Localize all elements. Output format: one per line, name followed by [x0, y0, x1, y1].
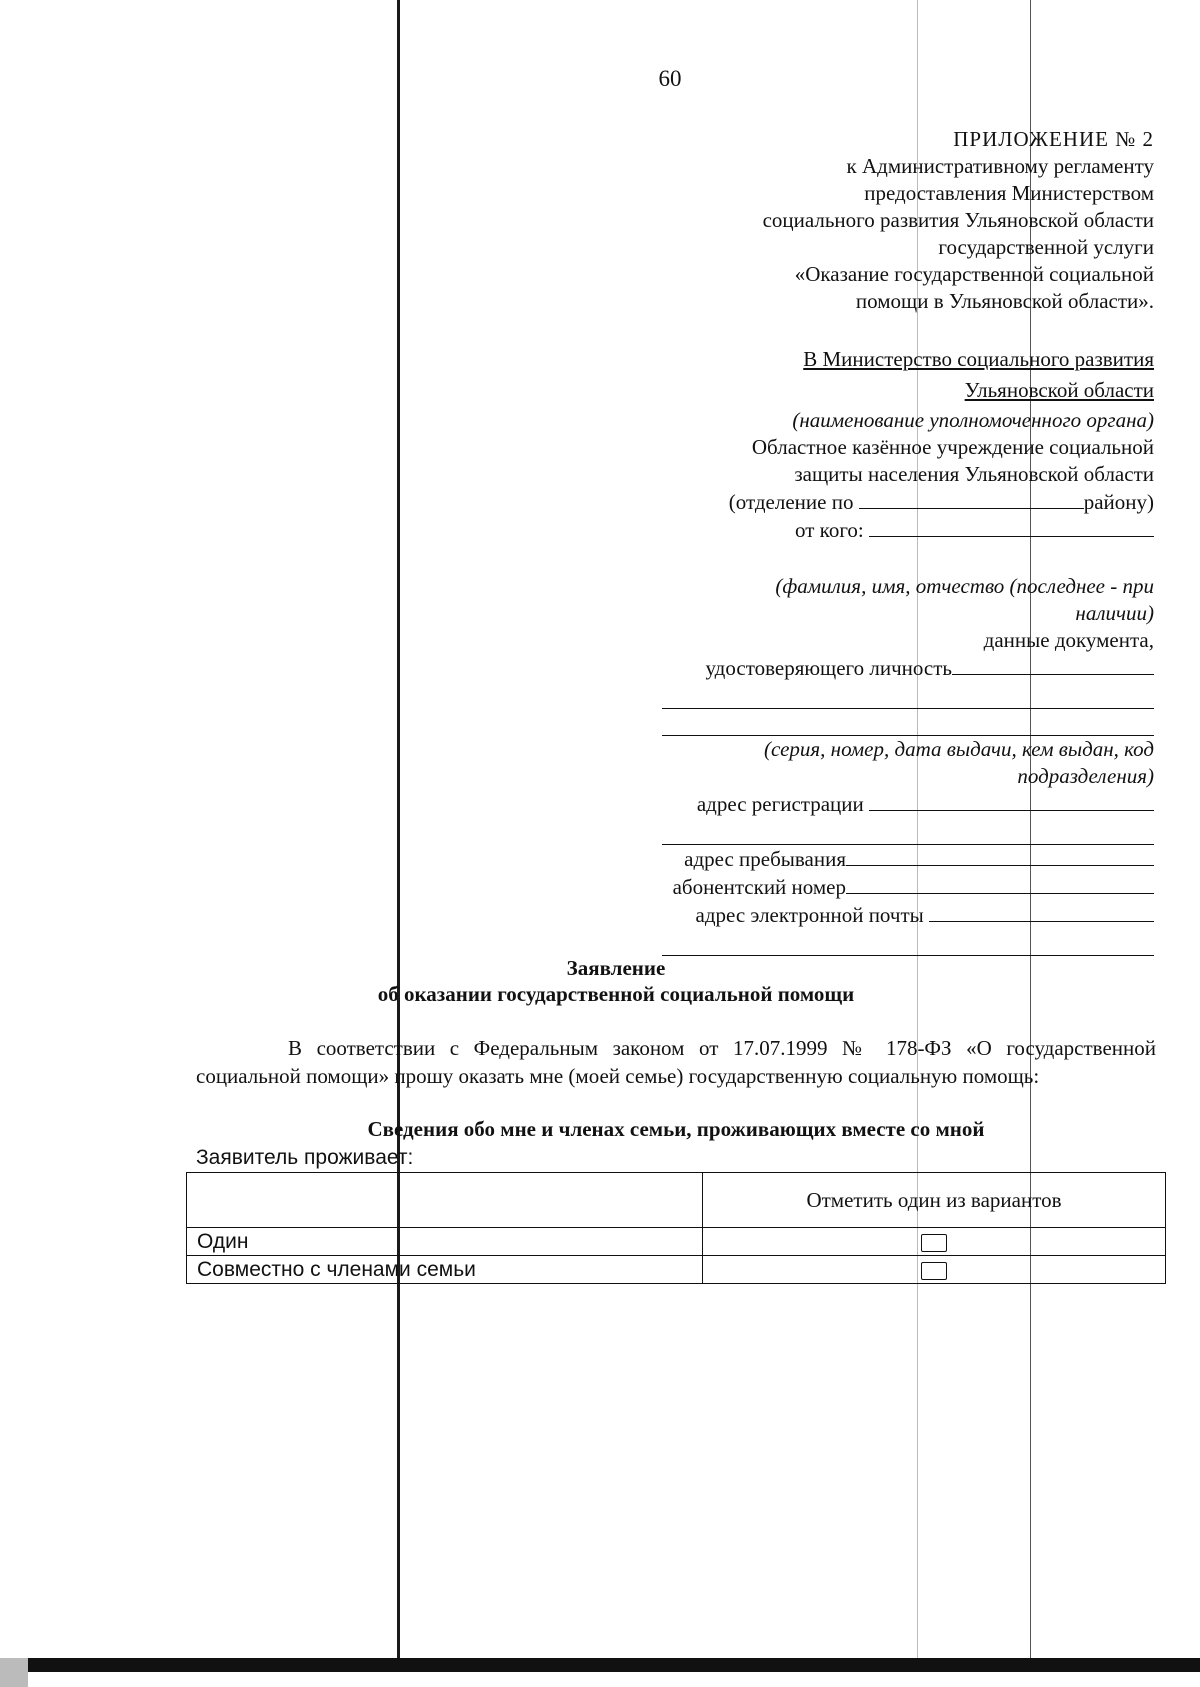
option-checkbox[interactable] — [921, 1262, 947, 1280]
reg-address-line — [594, 790, 1154, 818]
appendix-line: предоставления Министерством — [864, 181, 1154, 205]
option-label: Один — [187, 1228, 703, 1256]
scan-artifact-line — [397, 0, 400, 1660]
doc-label: данные документа, — [983, 628, 1154, 652]
option-label: Совместно с членами семьи — [187, 1256, 703, 1284]
appendix-line: помощи в Ульяновской области». — [855, 289, 1154, 313]
doc-label-cont: удостоверяющего личность — [705, 656, 952, 680]
email-line — [594, 901, 1154, 929]
branch-suffix: району) — [1083, 490, 1154, 514]
stay-address-label: адрес пребывания — [684, 847, 846, 871]
doc-line — [594, 654, 1154, 682]
table-row — [187, 1228, 1166, 1256]
doc-hint-cont: подразделения) — [1017, 764, 1154, 788]
appendix-line: к Административному регламенту — [846, 154, 1154, 178]
addressee-block — [594, 346, 1154, 956]
option-cell — [703, 1228, 1166, 1256]
document-title: Заявление — [566, 956, 666, 980]
fio-hint-cont: наличии) — [1075, 601, 1154, 625]
reg-address-field-line[interactable] — [662, 818, 1154, 845]
organ-hint: (наименование уполномоченного органа) — [792, 408, 1154, 432]
option-cell — [703, 1256, 1166, 1284]
phone-field[interactable] — [846, 873, 1154, 894]
reg-address-field[interactable] — [869, 790, 1154, 811]
living-options-table — [186, 1172, 1166, 1284]
from-line — [594, 516, 1154, 544]
page-number: 60 — [658, 66, 682, 91]
appendix-title: ПРИЛОЖЕНИЕ № 2 — [953, 127, 1154, 151]
lives-label: Заявитель проживает: — [196, 1146, 414, 1169]
doc-field-line[interactable] — [662, 709, 1154, 736]
doc-field-line[interactable] — [662, 682, 1154, 709]
document-subtitle: об оказании государственной социальной помощи — [377, 982, 855, 1006]
branch-line — [594, 488, 1154, 516]
ministry-name: В Министерство социального развития — [803, 347, 1154, 371]
from-label: от кого: — [795, 518, 864, 542]
spacer — [594, 544, 1154, 573]
email-field[interactable] — [929, 901, 1154, 922]
institution-name: Областное казённое учреждение социальной — [751, 435, 1154, 459]
option-checkbox[interactable] — [921, 1234, 947, 1252]
table-header-cell-empty — [187, 1173, 703, 1228]
ministry-region: Ульяновской области — [964, 378, 1154, 402]
institution-name-cont: защиты населения Ульяновской области — [794, 462, 1154, 486]
phone-line — [594, 873, 1154, 901]
appendix-line: «Оказание государственной социальной — [794, 262, 1154, 286]
doc-field[interactable] — [952, 654, 1154, 675]
stay-address-field[interactable] — [846, 845, 1154, 866]
appendix-header — [594, 126, 1154, 315]
appendix-line: социального развития Ульяновской области — [762, 208, 1154, 232]
email-field-line[interactable] — [662, 929, 1154, 956]
phone-label: абонентский номер — [672, 875, 846, 899]
scan-artifact-bottom-bar — [0, 1658, 1200, 1672]
reg-address-label: адрес регистрации — [696, 792, 864, 816]
branch-prefix: (отделение по — [728, 490, 854, 514]
request-paragraph: В соответствии с Федеральным законом от 17.07.1999 № 178-ФЗ «О государственной социальной помощи» прошу оказать мне (моей семье) государственную социальную помощь: — [196, 1036, 1156, 1088]
email-label: адрес электронной почты — [695, 903, 924, 927]
table-row — [187, 1256, 1166, 1284]
table-header-row — [187, 1173, 1166, 1228]
from-field[interactable] — [869, 516, 1154, 537]
scan-artifact-corner — [0, 1658, 28, 1687]
stay-address-line — [594, 845, 1154, 873]
appendix-line: государственной услуги — [938, 235, 1154, 259]
section-title: Сведения обо мне и членах семьи, проживающих вместе со мной — [367, 1117, 985, 1141]
branch-field[interactable] — [859, 488, 1084, 509]
doc-hint: (серия, номер, дата выдачи, кем выдан, код — [764, 737, 1154, 761]
table-header-cell: Отметить один из вариантов — [703, 1173, 1166, 1228]
fio-hint: (фамилия, имя, отчество (последнее - при — [775, 574, 1154, 598]
